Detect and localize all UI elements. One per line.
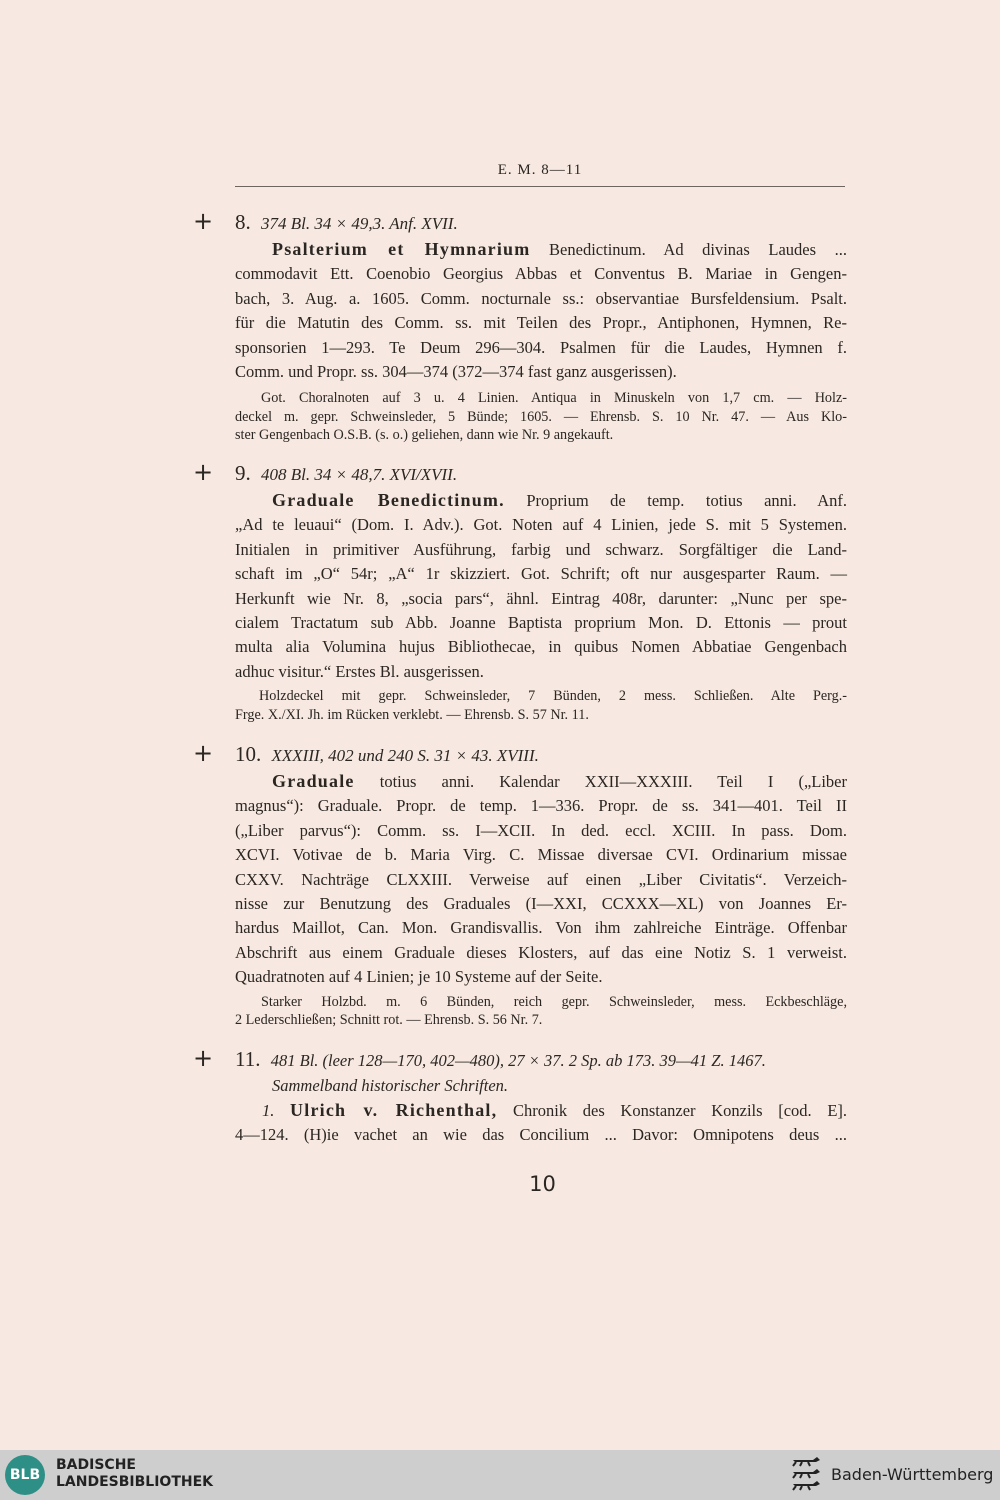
catalog-entry-8: [193, 207, 847, 445]
entry-number: 10.: [235, 742, 262, 766]
text-line: multa alia Volumina hujus Bibliothecae, in quibus Nomen Abbatiae Gengenbach: [235, 637, 847, 657]
entry-title: Graduale Benedictinum.: [272, 490, 505, 510]
text-line: nisse zur Benutzung des Graduales (I—XXI, CCXXX—XL) von Joannes Er-: [235, 894, 847, 914]
blb-logo[interactable]: BLB: [5, 1455, 45, 1495]
text-line: Graduale Benedictinum. Proprium de temp. totius anni. Anf.: [272, 490, 847, 510]
library-name: BADISCHE LANDESBIBLIOTHEK: [56, 1457, 214, 1490]
entry-number: 9.: [235, 461, 251, 485]
text-line: Herkunft wie Nr. 8, „socia pars“, ähnl. Eintrag 408r, darunter: „Nunc per spe-: [235, 588, 847, 608]
note-line: deckel m. gepr. Schweinsleder, 5 Bünde; 1605. — Ehrensb. S. 10 Nr. 47. — Aus Klo-: [235, 408, 847, 425]
entry-marker: +: [193, 1044, 214, 1072]
footer-bar: [0, 1450, 1000, 1500]
entry-heading: [235, 1046, 847, 1074]
note-line: Got. Choralnoten auf 3 u. 4 Linien. Antiqua in Minuskeln von 1,7 cm. — Holz-: [261, 390, 847, 407]
page-number: 10: [529, 1172, 556, 1196]
header-rule: [235, 186, 845, 187]
catalog-entry-9: [193, 458, 847, 724]
text-line: sponsorien 1—293. Te Deum 296—304. Psalmen für die Laudes, Hymnen f.: [235, 337, 847, 357]
text-line: Psalterium et Hymnarium Benedictinum. Ad divinas Laudes ...: [272, 239, 847, 259]
text-line: bach, 3. Aug. a. 1605. Comm. nocturnale ss.: observantiae Bursfeldensium. Psalt.: [235, 288, 847, 308]
text-line: cialem Tractatum sub Abb. Joanne Baptista proprium Mon. D. Ettonis — prout: [235, 613, 847, 633]
text-line: hardus Maillot, Can. Mon. Grandisvallis. Von ihm zahlreiche Einträge. Offenbar: [235, 918, 847, 938]
note-line: Starker Holzbd. m. 6 Bünden, reich gepr. Schweinsleder, mess. Eckbeschläge,: [261, 993, 847, 1010]
entry-title: Ulrich v. Richenthal,: [290, 1100, 498, 1120]
entry-marker: +: [193, 207, 214, 235]
catalog-entry-10: [193, 739, 847, 1030]
text-line: Quadratnoten auf 4 Linien; je 10 Systeme auf der Seite.: [235, 967, 603, 987]
entry-title: Psalterium et Hymnarium: [272, 239, 531, 259]
text-line: CXXV. Nachträge CLXXIII. Verweise auf einen „Liber Civitatis“. Verzeich-: [235, 869, 847, 889]
entry-heading: [235, 460, 847, 488]
three-lions-crest-icon: [790, 1454, 824, 1496]
text-line: „Ad te leuaui“ (Dom. I. Adv.). Got. Noten auf 4 Linien, jede S. mit 5 Systemen.: [235, 515, 847, 535]
text-line: schaft im „O“ 54r; „A“ 1r skizziert. Got. Schrift; oft nur ausgesparter Raum. —: [235, 564, 847, 584]
entry-subtitle: Sammelband historischer Schriften.: [272, 1076, 509, 1095]
text-line: adhuc visitur.“ Erstes Bl. ausgerissen.: [235, 661, 484, 681]
entry-meta: 481 Bl. (leer 128—170, 402—480), 27 × 37. 2 Sp. ab 173. 39—41 Z. 1467.: [270, 1051, 766, 1070]
text-line: XCVI. Votivae de b. Maria Virg. C. Missae diversae CVI. Ordinarium missae: [235, 845, 847, 865]
text-line: commodavit Ett. Coenobio Georgius Abbas et Conventus B. Mariae in Gengen-: [235, 264, 847, 284]
catalog-entry-11: [193, 1044, 848, 1148]
text-line: Abschrift aus einem Graduale dieses Klosters, auf das eine Notiz S. 1 verweist.: [235, 942, 847, 962]
entry-marker: +: [193, 739, 214, 767]
text-line: 1. Ulrich v. Richenthal, Chronik des Konstanzer Konzils [cod. E].: [262, 1100, 848, 1120]
text-line: Initialen in primitiver Ausführung, farbig und schwarz. Sorgfältiger die Land-: [235, 539, 847, 559]
entry-heading: [235, 741, 847, 769]
running-head: E. M. 8—11: [497, 162, 583, 178]
note-line: 2 Lederschließen; Schnitt rot. — Ehrensb. S. 56 Nr. 7.: [235, 1012, 543, 1029]
text-line: Graduale totius anni. Kalendar XXII—XXXIII. Teil I („Liber: [272, 771, 847, 791]
entry-meta: 374 Bl. 34 × 49,3. Anf. XVII.: [261, 214, 458, 233]
note-line: Holzdeckel mit gepr. Schweinsleder, 7 Bünden, 2 mess. Schließen. Alte Perg.-: [259, 688, 847, 705]
entry-heading: [235, 209, 847, 237]
note-line: Frge. X./XI. Jh. im Rücken verklebt. — Ehrensb. S. 57 Nr. 11.: [235, 706, 589, 723]
state-name[interactable]: Baden-Württemberg: [831, 1465, 994, 1484]
note-line: ster Gengenbach O.S.B. (s. o.) geliehen, dann wie Nr. 9 angekauft.: [235, 427, 614, 444]
entry-title: Graduale: [272, 771, 355, 791]
entry-meta: XXXIII, 402 und 240 S. 31 × 43. XVIII.: [271, 746, 539, 765]
entry-number: 11.: [235, 1047, 261, 1071]
entry-meta: 408 Bl. 34 × 48,7. XVI/XVII.: [261, 465, 458, 484]
text-line: magnus“): Graduale. Propr. de temp. 1—336. Propr. de ss. 341—401. Teil II: [235, 796, 847, 816]
entry-marker: +: [193, 458, 214, 486]
text-line: für die Matutin des Comm. ss. mit Teilen des Propr., Antiphonen, Hymnen, Re-: [235, 313, 847, 333]
text-line: („Liber parvus“): Comm. ss. I—XCII. In ded. eccl. XCIII. In pass. Dom.: [235, 820, 847, 840]
text-line: 4—124. (H)ie vachet an wie das Concilium ... Davor: Omnipotens deus ...: [235, 1125, 847, 1145]
entry-number: 8.: [235, 210, 251, 234]
text-line: Comm. und Propr. ss. 304—374 (372—374 fast ganz ausgerissen).: [235, 362, 677, 382]
